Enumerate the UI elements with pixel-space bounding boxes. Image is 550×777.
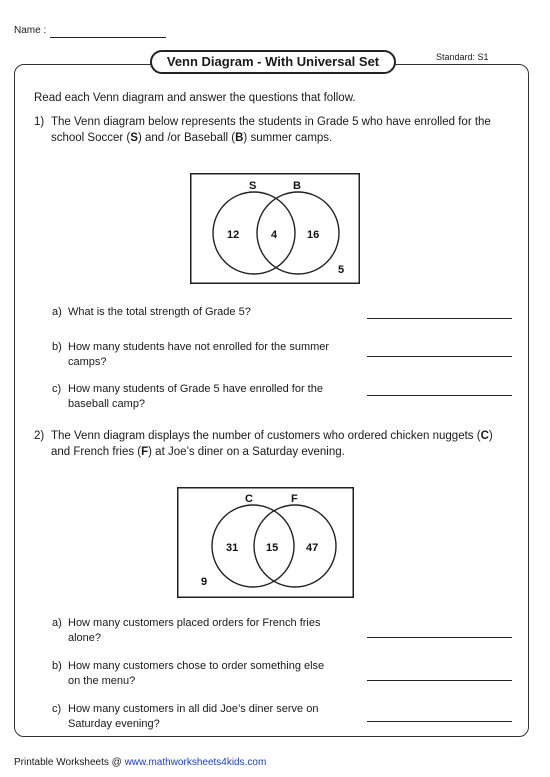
venn-diagram-1 [190,173,360,284]
subquestion-2a: a) How many customers placed orders for French fries alone? [52,617,321,644]
page-title: Venn Diagram - With Universal Set [150,50,396,74]
instructions: Read each Venn diagram and answer the questions that follow. [34,92,356,104]
set-letter-f: F [141,446,149,458]
answer-line-1c[interactable] [367,395,512,396]
set-letter-c: C [480,430,489,442]
set-label-c: C [245,493,253,505]
subquestion-1a: a) What is the total strength of Grade 5? [52,306,251,318]
region-only-c: 31 [226,542,239,554]
set-circle-c [212,505,294,587]
standard-label: Standard: S1 [436,52,489,62]
answer-line-1a[interactable] [367,318,512,319]
region-only-b: 16 [307,229,320,241]
question-text-line2: and French fries (F) at Joe’s diner on a Saturday evening. [51,446,345,458]
region-only-f: 47 [306,542,319,554]
question-text-line2: school Soccer (S) and /or Baseball (B) summer camps. [51,132,333,144]
region-both: 4 [271,229,278,241]
question-text-line1: The Venn diagram displays the number of customers who ordered chicken nuggets (C) [51,430,493,442]
subquestion-1b: b) How many students have not enrolled for the summer camps? [52,341,330,368]
answer-line-2b[interactable] [367,680,512,681]
question-2 [34,428,529,462]
region-outside: 5 [338,264,345,276]
footer-prefix: Printable Worksheets @ [14,757,125,768]
subquestion-1c: c) How many students of Grade 5 have enrolled for the baseball camp? [52,383,323,410]
set-circle-b [257,192,339,274]
question-number: 2) [34,430,45,442]
answer-line-1b[interactable] [367,356,512,357]
name-answer-line[interactable] [50,37,166,38]
region-both: 15 [266,542,279,554]
venn-diagram-2 [177,487,354,598]
question-text-line1: The Venn diagram below represents the students in Grade 5 who have enrolled for the [51,116,491,128]
answer-line-2a[interactable] [367,637,512,638]
subquestion-2c: c) How many customers in all did Joe’s diner serve on Saturday evening? [52,703,319,730]
set-circle-s [213,192,295,274]
question-1 [34,114,524,148]
footer-link[interactable]: www.mathworksheets4kids.com [124,757,267,768]
set-label-s: S [249,180,257,192]
answer-line-2c[interactable] [367,721,512,722]
name-label: Name : [14,25,47,36]
question-number: 1) [34,116,45,128]
subquestion-2b: b) How many customers chose to order something else on the menu? [52,660,325,687]
footer [14,757,266,768]
region-outside: 9 [201,576,208,588]
set-letter-b: B [235,132,244,144]
set-label-f: F [291,493,298,505]
set-label-b: B [293,180,301,192]
region-only-s: 12 [227,229,240,241]
set-letter-s: S [130,132,138,144]
